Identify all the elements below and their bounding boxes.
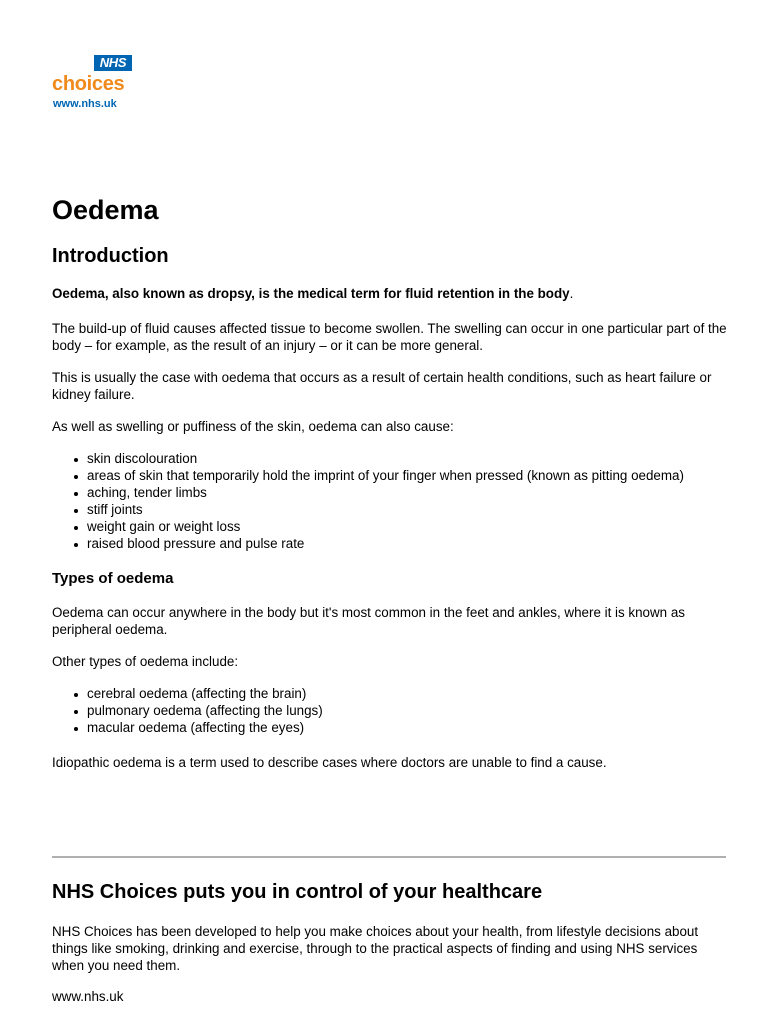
paragraph-conditions: This is usually the case with oedema that occurs as a result of certain health conditions, such as heart failure or kidney failure. xyxy=(52,370,712,402)
list-item xyxy=(52,719,728,736)
lead-text: Oedema, also known as dropsy, is the medical term for fluid retention in the body xyxy=(52,286,570,301)
list-item xyxy=(52,467,728,484)
list-item xyxy=(52,501,728,518)
footer-url: www.nhs.uk xyxy=(52,989,124,1004)
bullet-icon xyxy=(74,543,78,547)
paragraph-types-common: Oedema can occur anywhere in the body but it's most common in the feet and ankles, where it is known as peripheral oedema. xyxy=(52,605,685,637)
list-item xyxy=(52,518,728,535)
list-item xyxy=(52,484,728,501)
bullet-icon xyxy=(74,492,78,496)
bullet-icon xyxy=(74,710,78,714)
bullet-icon xyxy=(74,475,78,479)
bullet-icon xyxy=(74,458,78,462)
footer-text: NHS Choices has been developed to help you make choices about your health, from lifestyle decisions about things like smoking, drinking and exercise, through to the practical aspects of finding and using NHS services when you need them. xyxy=(52,924,699,973)
footer-heading: NHS Choices puts you in control of your healthcare xyxy=(52,881,543,903)
types-list xyxy=(52,685,728,736)
bullet-icon xyxy=(74,509,78,513)
page-title: Oedema xyxy=(52,195,159,225)
list-item-text: raised blood pressure and pulse rate xyxy=(87,536,305,551)
nhs-badge xyxy=(94,55,132,71)
types-heading: Types of oedema xyxy=(52,570,174,587)
lead-paragraph xyxy=(52,285,728,302)
paragraph-idiopathic: Idiopathic oedema is a term used to describe cases where doctors are unable to find a cause. xyxy=(52,755,607,770)
paragraph-types-intro: Other types of oedema include: xyxy=(52,654,239,669)
list-item-text: aching, tender limbs xyxy=(87,485,207,500)
choices-wordmark: choices xyxy=(52,73,125,95)
section-divider xyxy=(52,856,726,858)
list-item-text: cerebral oedema (affecting the brain) xyxy=(87,686,307,701)
paragraph-causes-intro: As well as swelling or puffiness of the skin, oedema can also cause: xyxy=(52,419,454,434)
list-item-text: weight gain or weight loss xyxy=(87,519,241,534)
nhs-badge-text: NHS xyxy=(99,55,127,70)
bullet-icon xyxy=(74,526,78,530)
list-item-text: areas of skin that temporarily hold the imprint of your finger when pressed (known as pitting oedema) xyxy=(87,468,684,483)
list-item-text: pulmonary oedema (affecting the lungs) xyxy=(87,703,323,718)
list-item-text: skin discolouration xyxy=(87,451,198,466)
introduction-heading: Introduction xyxy=(52,245,169,267)
bullet-icon xyxy=(74,727,78,731)
symptoms-list xyxy=(52,450,728,552)
list-item-text: stiff joints xyxy=(87,502,143,517)
logo-url: www.nhs.uk xyxy=(53,98,117,110)
list-item-text: macular oedema (affecting the eyes) xyxy=(87,720,305,735)
bullet-icon xyxy=(74,693,78,697)
lead-period: . xyxy=(569,286,574,301)
list-item xyxy=(52,535,728,552)
paragraph-buildup: The build-up of fluid causes affected tissue to become swollen. The swelling can occur in one particular part of the body – for example, as the result of an injury – or it can be more general. xyxy=(52,321,727,353)
list-item xyxy=(52,450,728,467)
list-item xyxy=(52,702,728,719)
nhs-choices-logo xyxy=(53,55,133,115)
list-item xyxy=(52,685,728,702)
